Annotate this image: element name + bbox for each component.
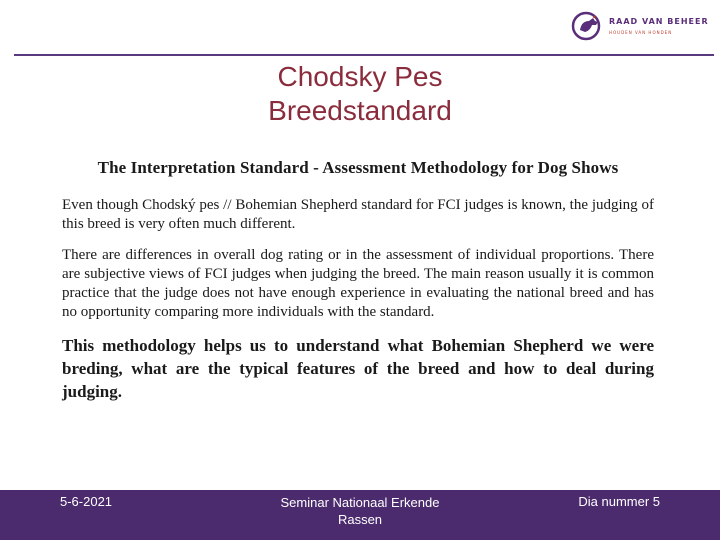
slide-content (62, 158, 654, 403)
footer-page-number: Dia nummer 5 (578, 494, 660, 509)
paragraph-methodology: This methodology helps us to understand what Bohemian Shepherd we were breding, what are the typical features of the breed and how to deal during judging. (62, 336, 654, 401)
dog-logo-icon (571, 9, 605, 43)
slide-title-line1: Chodsky Pes (277, 61, 443, 92)
content-heading: The Interpretation Standard - Assessment Methodology for Dog Shows (97, 158, 619, 177)
slide-title-line2: Breedstandard (268, 95, 452, 126)
footer-date: 5-6-2021 (60, 494, 113, 509)
paragraph-intro: Even though Chodský pes // Bohemian Shepherd standard for FCI judges is known, the judging of this breed is very often much different. (62, 197, 654, 232)
paragraph-differences: There are differences in overall dog rating or in the assessment of individual proportions. There are subjective views of FCI judges when judging the breed. The main reason usually it is common practice that the judge does not have enough experience in evaluating the national breed and has no opportunity comparing more individuals with the standard. (62, 247, 654, 320)
logo-subtext: HOUDEN VAN HONDEN (609, 30, 673, 35)
raad-van-beheer-logo (571, 8, 711, 44)
slide-title (200, 60, 520, 128)
slide-footer (0, 490, 720, 540)
logo-text: RAAD VAN BEHEER (609, 17, 709, 26)
footer-seminar-title: Seminar Nationaal Erkende Rassen (280, 495, 440, 527)
header-divider (14, 54, 714, 56)
